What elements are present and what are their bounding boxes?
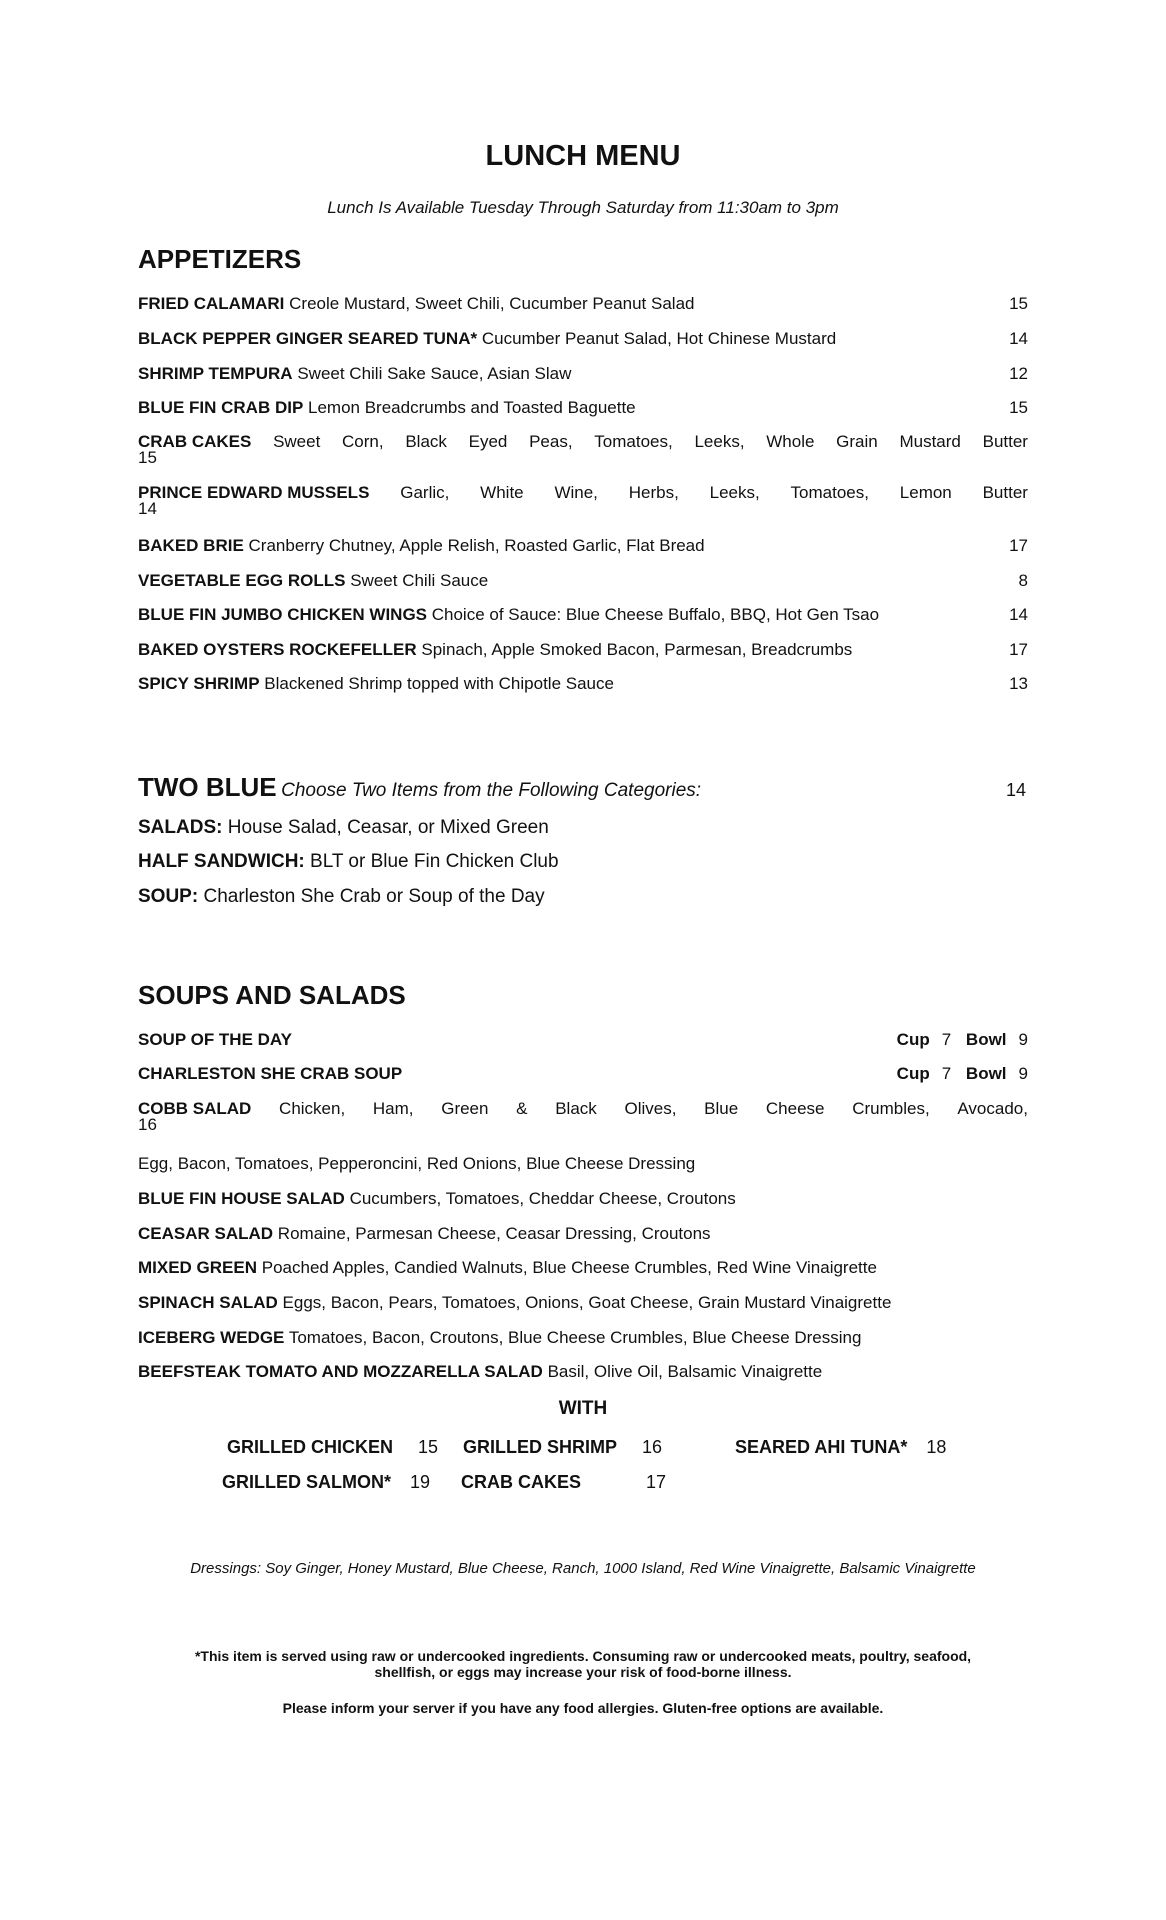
- item-price: 13: [1009, 674, 1028, 693]
- protein-name: GRILLED SHRIMP: [463, 1437, 618, 1457]
- item-name: FRIED CALAMARI: [138, 294, 285, 313]
- item-name: PRINCE EDWARD MUSSELS: [138, 483, 370, 502]
- item-name: BLACK PEPPER GINGER SEARED TUNA*: [138, 329, 478, 348]
- item-price: 14: [1009, 605, 1028, 624]
- item-desc: Eggs, Bacon, Pears, Tomatoes, Onions, Goat Cheese, Grain Mustard Vinaigrette: [282, 1293, 892, 1312]
- two-blue-option: [138, 886, 545, 908]
- menu-item: [138, 674, 1028, 694]
- menu-item: [138, 605, 1028, 625]
- item-desc: Choice of Sauce: Blue Cheese Buffalo, BBQ, Hot Gen Tsao: [431, 605, 880, 624]
- menu-item: PRINCE EDWARD MUSSELS Garlic, White Wine, Herbs, Leeks, Tomatoes, Lemon Butter 14: [138, 483, 1028, 518]
- item-desc: Blackened Shrimp topped with Chipotle Sauce: [264, 674, 614, 693]
- item-price: 12: [1009, 364, 1028, 383]
- raw-food-notice: [138, 1648, 1028, 1680]
- allergy-notice: Please inform your server if you have any food allergies. Gluten-free options are available.: [282, 1700, 884, 1716]
- item-price: 17: [1009, 640, 1028, 659]
- item-name: COBB SALAD: [138, 1099, 252, 1118]
- item-desc: Lemon Breadcrumbs and Toasted Baguette: [308, 398, 636, 417]
- two-blue-option: [138, 851, 559, 873]
- cup-bowl-prices: [897, 1030, 1028, 1050]
- item-name: SPICY SHRIMP: [138, 674, 260, 693]
- menu-item: [138, 1189, 1028, 1209]
- cup-price: 7: [941, 1030, 952, 1049]
- option-name: SOUP:: [138, 886, 199, 907]
- menu-item: [138, 1224, 1028, 1244]
- item-desc: Romaine, Parmesan Cheese, Ceasar Dressing, Croutons: [277, 1224, 711, 1243]
- menu-item: [138, 294, 1028, 314]
- cup-bowl-prices: [897, 1064, 1028, 1084]
- protein-addon: [222, 1472, 430, 1493]
- item-name: MIXED GREEN: [138, 1258, 258, 1277]
- protein-addon: [227, 1437, 438, 1458]
- protein-addon: [461, 1472, 666, 1493]
- item-name: CHARLESTON SHE CRAB SOUP: [138, 1064, 403, 1083]
- item-desc: Sweet Chili Sake Sauce, Asian Slaw: [297, 364, 572, 383]
- item-desc: Tomatoes, Bacon, Croutons, Blue Cheese Crumbles, Blue Cheese Dressing: [288, 1328, 862, 1347]
- item-name: SHRIMP TEMPURA: [138, 364, 293, 383]
- item-price: 14: [1009, 329, 1028, 348]
- menu-item: [138, 1293, 1028, 1313]
- appetizers-heading: APPETIZERS: [138, 244, 302, 274]
- menu-item: [138, 329, 1028, 349]
- bowl-label: Bowl: [965, 1030, 1007, 1049]
- item-name: SOUP OF THE DAY: [138, 1030, 292, 1049]
- option-name: HALF SANDWICH:: [138, 851, 305, 872]
- cup-label: Cup: [896, 1030, 930, 1049]
- item-desc: Basil, Olive Oil, Balsamic Vinaigrette: [547, 1362, 823, 1381]
- item-price: 17: [1009, 536, 1028, 555]
- protein-price: 19: [410, 1472, 431, 1492]
- menu-item: [138, 640, 1028, 660]
- bowl-price: 9: [1018, 1030, 1028, 1049]
- option-desc: BLT or Blue Fin Chicken Club: [310, 851, 559, 872]
- item-name: ICEBERG WEDGE: [138, 1328, 285, 1347]
- menu-item: COBB SALAD Chicken, Ham, Green & Black Olives, Blue Cheese Crumbles, Avocado, 16: [138, 1099, 1028, 1134]
- menu-item: [138, 571, 1028, 591]
- protein-price: 16: [642, 1437, 663, 1457]
- item-desc: Cranberry Chutney, Apple Relish, Roasted Garlic, Flat Bread: [248, 536, 705, 555]
- protein-addon: [735, 1437, 946, 1458]
- bowl-label: Bowl: [965, 1064, 1007, 1083]
- item-name: CEASAR SALAD: [138, 1224, 274, 1243]
- menu-subtitle: Lunch Is Available Tuesday Through Saturday from 11:30am to 3pm: [327, 198, 839, 217]
- two-blue-option: [138, 817, 549, 839]
- item-price: 15: [1009, 398, 1028, 417]
- menu-page: [138, 0, 1028, 1920]
- cup-price: 7: [941, 1064, 952, 1083]
- cup-label: Cup: [896, 1064, 930, 1083]
- two-blue-price: 14: [1005, 780, 1026, 800]
- item-name: BLUE FIN JUMBO CHICKEN WINGS: [138, 605, 427, 624]
- soup-item: [138, 1030, 1028, 1050]
- item-name: BEEFSTEAK TOMATO AND MOZZARELLA SALAD: [138, 1362, 543, 1381]
- item-name: BLUE FIN HOUSE SALAD: [138, 1189, 345, 1208]
- protein-name: GRILLED SALMON*: [222, 1472, 391, 1492]
- menu-item: [138, 1362, 1028, 1382]
- option-desc: Charleston She Crab or Soup of the Day: [203, 886, 545, 907]
- item-price: 8: [1018, 571, 1028, 590]
- item-name: VEGETABLE EGG ROLLS: [138, 571, 346, 590]
- option-name: SALADS:: [138, 817, 223, 838]
- protein-price: 17: [646, 1472, 667, 1492]
- protein-name: GRILLED CHICKEN: [227, 1437, 393, 1457]
- menu-title: LUNCH MENU: [485, 140, 681, 172]
- item-price: 16: [138, 1115, 157, 1134]
- item-desc: Cucumbers, Tomatoes, Cheddar Cheese, Croutons: [349, 1189, 736, 1208]
- menu-item: [138, 398, 1028, 418]
- protein-price: 15: [418, 1437, 439, 1457]
- item-name: BAKED BRIE: [138, 536, 244, 555]
- option-desc: House Salad, Ceasar, or Mixed Green: [227, 817, 549, 838]
- item-price: 15: [1009, 294, 1028, 313]
- item-desc: Poached Apples, Candied Walnuts, Blue Cheese Crumbles, Red Wine Vinaigrette: [261, 1258, 877, 1277]
- protein-name: CRAB CAKES: [461, 1472, 582, 1492]
- item-name: BAKED OYSTERS ROCKEFELLER: [138, 640, 417, 659]
- menu-item: [138, 1258, 1028, 1278]
- item-price: 15: [138, 448, 157, 467]
- menu-item: [138, 364, 1028, 384]
- raw-notice-line: *This item is served using raw or undercooked ingredients. Consuming raw or undercooked meats, poultry, seafood,: [194, 1648, 972, 1664]
- item-price: 14: [138, 499, 157, 518]
- dressings-note: Dressings: Soy Ginger, Honey Mustard, Blue Cheese, Ranch, 1000 Island, Red Wine Vinaigrette, Balsamic Vinaigrette: [190, 1560, 976, 1577]
- soups-salads-heading: SOUPS AND SALADS: [138, 980, 406, 1010]
- item-name: CRAB CAKES: [138, 432, 252, 451]
- soup-item: [138, 1064, 1028, 1084]
- protein-name: SEARED AHI TUNA*: [735, 1437, 908, 1457]
- item-desc: Creole Mustard, Sweet Chili, Cucumber Peanut Salad: [289, 294, 695, 313]
- protein-addon: [463, 1437, 662, 1458]
- item-desc: Spinach, Apple Smoked Bacon, Parmesan, Breadcrumbs: [421, 640, 853, 659]
- two-blue-desc: Choose Two Items from the Following Categories:: [281, 780, 702, 801]
- with-label: WITH: [558, 1398, 608, 1419]
- raw-notice-line: shellfish, or eggs may increase your risk of food-borne illness.: [374, 1664, 792, 1680]
- two-blue-header: [138, 772, 1028, 803]
- item-name: BLUE FIN CRAB DIP: [138, 398, 304, 417]
- item-desc-continued: Egg, Bacon, Tomatoes, Pepperoncini, Red Onions, Blue Cheese Dressing: [138, 1154, 696, 1173]
- protein-price: 18: [926, 1437, 947, 1457]
- bowl-price: 9: [1018, 1064, 1028, 1083]
- menu-item: [138, 536, 1028, 556]
- item-name: SPINACH SALAD: [138, 1293, 278, 1312]
- item-desc: Sweet Chili Sauce: [350, 571, 489, 590]
- two-blue-heading: TWO BLUE: [138, 772, 277, 802]
- menu-item: [138, 1328, 1028, 1348]
- item-desc: Cucumber Peanut Salad, Hot Chinese Mustard: [481, 329, 837, 348]
- menu-item: CRAB CAKES Sweet Corn, Black Eyed Peas, Tomatoes, Leeks, Whole Grain Mustard Butter 15: [138, 432, 1028, 467]
